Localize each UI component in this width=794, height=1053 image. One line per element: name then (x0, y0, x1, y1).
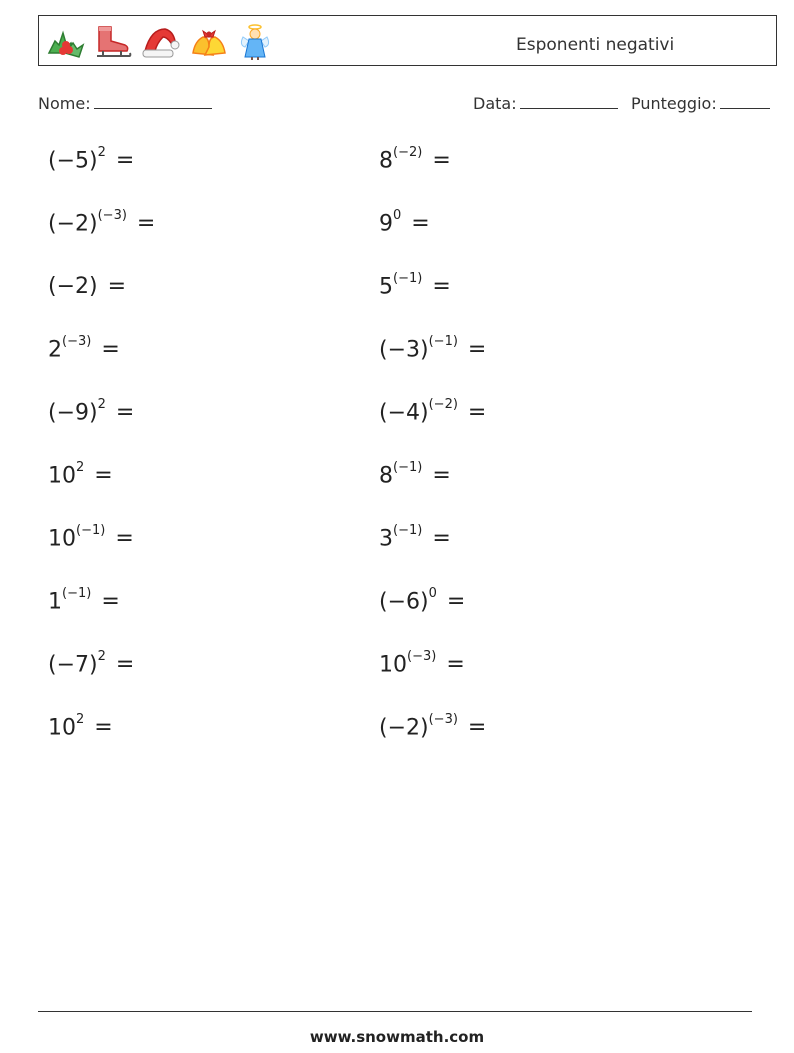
problem-item (379, 712, 487, 741)
problem-exponent: (−3) (407, 649, 437, 664)
problem-item (379, 334, 487, 363)
equals-sign: = (411, 211, 430, 237)
problem-item (379, 208, 430, 237)
equals-sign: = (467, 715, 487, 741)
santa-hat-icon (141, 23, 181, 61)
equals-sign: = (115, 148, 135, 174)
problem-exponent: (−1) (393, 271, 423, 286)
problem-base: 10 (48, 463, 76, 489)
problem-exponent: 2 (97, 397, 106, 412)
problem-item (48, 460, 113, 489)
problem-exponent: (−1) (393, 460, 423, 475)
problem-base: 9 (379, 211, 393, 237)
equals-sign: = (446, 652, 465, 678)
equals-sign: = (467, 400, 487, 426)
problem-base: 1 (48, 589, 62, 615)
problem-exponent: 2 (97, 145, 106, 160)
name-blank[interactable] (94, 94, 212, 109)
problem-base: (−2) (48, 211, 98, 237)
problem-item (379, 397, 487, 426)
equals-sign: = (94, 463, 113, 489)
problem-base: 8 (379, 148, 393, 174)
problem-item (379, 523, 451, 552)
equals-sign: = (432, 148, 451, 174)
problem-base: (−4) (379, 400, 429, 426)
problem-exponent: (−1) (76, 523, 106, 538)
problem-exponent: (−2) (393, 145, 423, 160)
ice-skate-icon (93, 23, 133, 61)
problem-exponent: 2 (76, 460, 85, 475)
equals-sign: = (446, 589, 466, 615)
problem-base: (−9) (48, 400, 98, 426)
problem-exponent: (−1) (62, 586, 92, 601)
equals-sign: = (115, 526, 134, 552)
problem-exponent: 2 (76, 712, 85, 727)
equals-sign: = (467, 337, 487, 363)
problem-item (379, 649, 465, 678)
equals-sign: = (115, 652, 135, 678)
problem-base: (−3) (379, 337, 429, 363)
problem-base: (−5) (48, 148, 98, 174)
decor-icons (45, 22, 273, 62)
problem-exponent: (−1) (428, 334, 458, 349)
problem-item (379, 145, 451, 174)
equals-sign: = (94, 715, 113, 741)
problem-base: 8 (379, 463, 393, 489)
equals-sign: = (101, 589, 120, 615)
footer-divider (38, 1011, 752, 1012)
problem-base: 5 (379, 274, 393, 300)
equals-sign: = (101, 337, 120, 363)
worksheet-header (38, 15, 777, 66)
equals-sign: = (432, 274, 451, 300)
problem-exponent: (−1) (393, 523, 423, 538)
problem-item (48, 208, 156, 237)
problem-base: 10 (379, 652, 407, 678)
problem-base: (−7) (48, 652, 98, 678)
problem-exponent: 0 (393, 208, 402, 223)
worksheet-title: Esponenti negativi (516, 35, 675, 55)
problem-base: 10 (48, 715, 76, 741)
footer-url: www.snowmath.com (309, 1028, 485, 1046)
problem-item (379, 460, 451, 489)
date-blank[interactable] (520, 94, 618, 109)
angel-icon (237, 23, 273, 61)
score-field[interactable] (631, 94, 770, 113)
problem-exponent: (−3) (62, 334, 92, 349)
equals-sign: = (432, 463, 451, 489)
problem-exponent: (−3) (97, 208, 127, 223)
problem-base: 10 (48, 526, 76, 552)
problem-item (48, 712, 113, 741)
problem-item (48, 145, 135, 174)
problem-exponent: 2 (97, 649, 106, 664)
score-blank[interactable] (720, 94, 770, 109)
equals-sign: = (432, 526, 451, 552)
name-field[interactable] (38, 94, 212, 113)
problem-item (379, 271, 451, 300)
problem-item (48, 334, 120, 363)
problem-item (48, 586, 120, 615)
equals-sign: = (115, 400, 135, 426)
problem-base: (−2) (379, 715, 429, 741)
problem-item (48, 523, 134, 552)
problem-base: (−2) (48, 274, 98, 299)
problem-exponent: (−3) (428, 712, 458, 727)
bells-icon (189, 23, 229, 61)
name-label: Nome: (38, 94, 91, 113)
date-label: Data: (473, 94, 517, 113)
problem-item (48, 397, 135, 426)
problem-base: 3 (379, 526, 393, 552)
problem-base: (−6) (379, 589, 429, 615)
problem-base: 2 (48, 337, 62, 363)
problem-item (379, 586, 466, 615)
holly-icon (45, 23, 85, 61)
problem-item (48, 274, 126, 299)
problem-exponent: 0 (428, 586, 437, 601)
equals-sign: = (136, 211, 156, 237)
date-field[interactable] (473, 94, 618, 113)
equals-sign: = (107, 274, 127, 299)
problem-exponent: (−2) (428, 397, 458, 412)
score-label: Punteggio: (631, 94, 717, 113)
problem-item (48, 649, 135, 678)
